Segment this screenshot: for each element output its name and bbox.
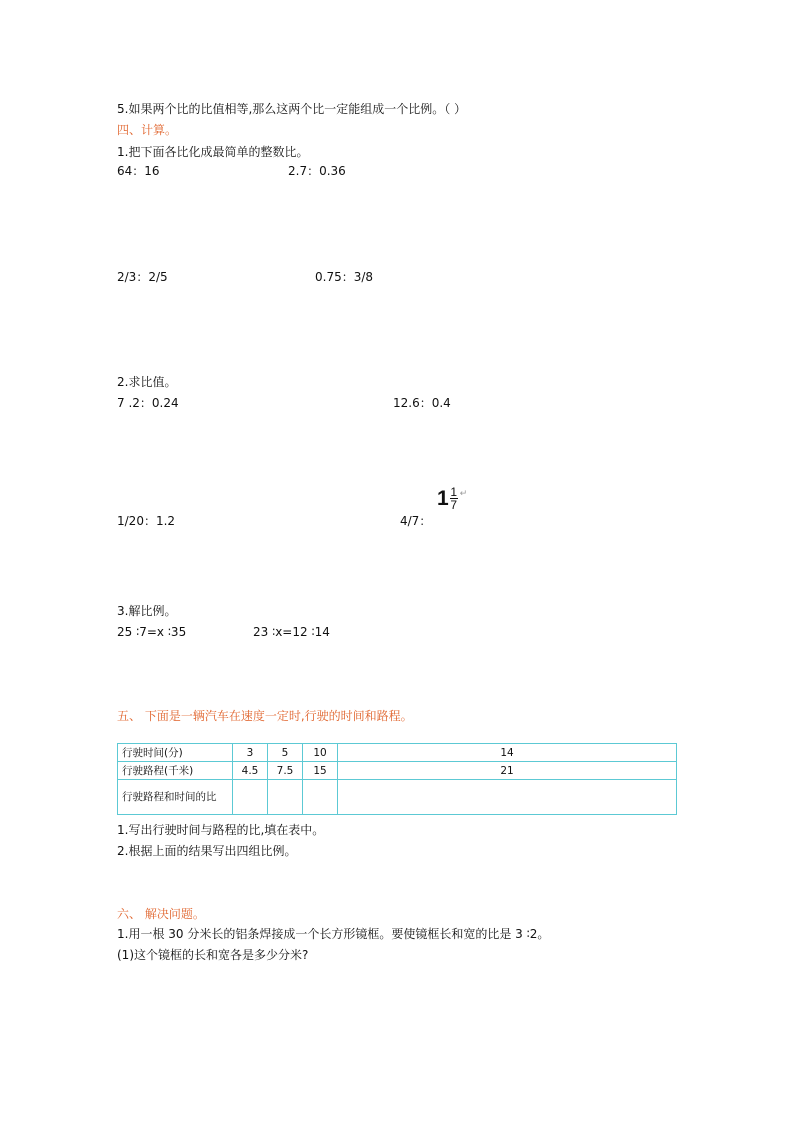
section-5-question-2: 2.根据上面的结果写出四组比例。 bbox=[117, 844, 297, 858]
row-header-time: 行驶时间(分) bbox=[118, 744, 233, 762]
section-4-question-2: 2.求比值。 bbox=[117, 375, 177, 389]
table-row bbox=[118, 780, 677, 815]
ratio-2a: 2/3：2/5 bbox=[117, 270, 168, 284]
section-5-heading: 五、 下面是一辆汽车在速度一定时,行驶的时间和路程。 bbox=[117, 709, 413, 723]
proportion-5b: 23 ∶x=12 ∶14 bbox=[253, 625, 330, 639]
section-6-heading: 六、 解决问题。 bbox=[117, 907, 205, 921]
table-cell: 14 bbox=[338, 744, 677, 762]
table-cell: 3 bbox=[233, 744, 268, 762]
table-row bbox=[118, 762, 677, 780]
row-header-distance: 行驶路程(千米) bbox=[118, 762, 233, 780]
ratio-4b: 4/7： bbox=[400, 514, 432, 528]
row-header-ratio: 行驶路程和时间的比 bbox=[118, 780, 233, 815]
question-5: 5.如果两个比的比值相等,那么这两个比一定能组成一个比例。（ ） bbox=[117, 102, 467, 116]
ratio-3a: 7 .2：0.24 bbox=[117, 396, 179, 410]
section-5-question-1: 1.写出行驶时间与路程的比,填在表中。 bbox=[117, 823, 325, 837]
table-row bbox=[118, 744, 677, 762]
fraction-denominator: 7 bbox=[450, 498, 458, 512]
table-cell: 5 bbox=[268, 744, 303, 762]
table-cell: 15 bbox=[303, 762, 338, 780]
proportion-5a: 25 ∶7=x ∶35 bbox=[117, 625, 187, 639]
table-cell: 10 bbox=[303, 744, 338, 762]
ratio-3b: 12.6：0.4 bbox=[393, 396, 451, 410]
table-cell[interactable] bbox=[338, 780, 677, 815]
ratio-4a: 1/20：1.2 bbox=[117, 514, 176, 528]
fraction-numerator: 1 bbox=[450, 485, 458, 499]
ratio-2b: 0.75：3/8 bbox=[315, 270, 374, 284]
section-6-question-1: 1.用一根 30 分米长的铝条焊接成一个长方形镜框。要使镜框长和宽的比是 3 ∶2。 bbox=[117, 927, 550, 941]
section-4-question-3: 3.解比例。 bbox=[117, 604, 177, 618]
table-cell: 4.5 bbox=[233, 762, 268, 780]
table-cell: 21 bbox=[338, 762, 677, 780]
mixed-fraction bbox=[437, 486, 467, 511]
table-cell: 7.5 bbox=[268, 762, 303, 780]
return-mark-icon: ↵ bbox=[459, 488, 468, 498]
ratio-1a: 64：16 bbox=[117, 164, 160, 178]
table-cell[interactable] bbox=[268, 780, 303, 815]
section-6-question-1-part-1: (1)这个镜框的长和宽各是多少分米? bbox=[117, 948, 309, 962]
time-distance-table bbox=[117, 743, 677, 815]
ratio-1b: 2.7：0.36 bbox=[288, 164, 346, 178]
section-4-heading: 四、计算。 bbox=[117, 123, 178, 137]
section-4-question-1: 1.把下面各比化成最简单的整数比。 bbox=[117, 145, 309, 159]
table-cell[interactable] bbox=[233, 780, 268, 815]
fraction-whole: 1 bbox=[437, 486, 449, 510]
table-cell[interactable] bbox=[303, 780, 338, 815]
